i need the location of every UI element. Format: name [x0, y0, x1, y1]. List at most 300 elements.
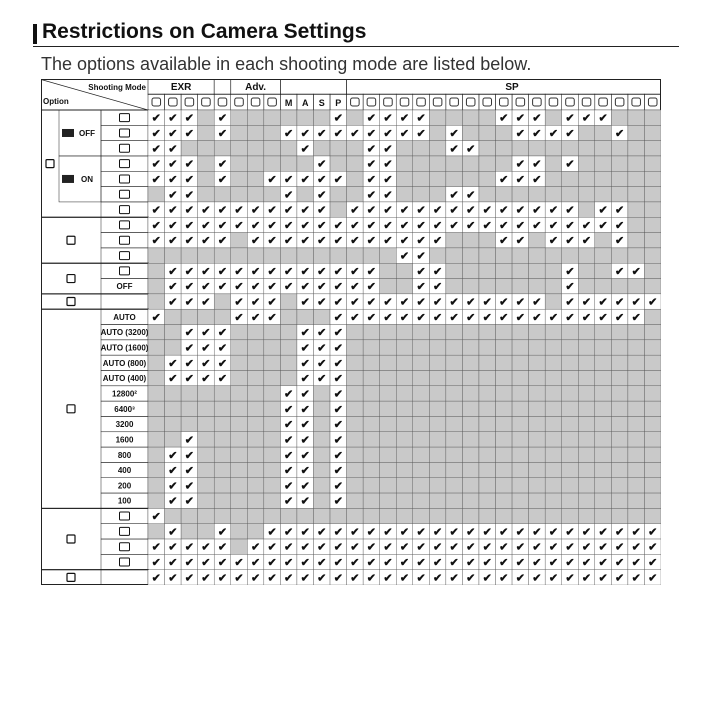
check-mark: ✔ — [499, 219, 509, 232]
table-cell — [214, 416, 231, 431]
check-mark: ✔ — [201, 557, 211, 570]
check-mark: ✔ — [366, 173, 377, 186]
check-mark: ✔ — [168, 357, 178, 370]
table-cell — [380, 325, 397, 340]
check-mark: ✔ — [366, 189, 377, 202]
table-cell — [363, 493, 380, 508]
table-cell — [396, 370, 413, 385]
check-mark: ✔ — [333, 296, 343, 309]
table-cell — [529, 493, 546, 508]
check-mark: ✔ — [168, 112, 178, 125]
table-cell — [644, 508, 661, 523]
check-mark: ✔ — [317, 189, 327, 202]
check-mark: ✔ — [151, 311, 161, 324]
check-mark: ✔ — [598, 311, 608, 324]
table-cell — [562, 478, 579, 493]
check-mark: ✔ — [399, 572, 410, 585]
table-cell — [148, 462, 165, 477]
table-cell — [396, 279, 413, 294]
table-cell — [628, 462, 645, 477]
table-cell — [562, 187, 579, 202]
table-cell — [297, 309, 314, 324]
table-cell — [347, 248, 364, 263]
check-mark: ✔ — [333, 449, 343, 462]
table-cell — [462, 416, 479, 431]
table-cell — [247, 478, 264, 493]
table-cell — [595, 432, 612, 447]
table-cell — [578, 386, 595, 401]
table-cell — [562, 370, 579, 385]
check-mark: ✔ — [234, 296, 244, 309]
table-cell — [396, 141, 413, 156]
table-cell — [562, 508, 579, 523]
check-mark: ✔ — [548, 127, 559, 140]
check-mark: ✔ — [300, 281, 310, 294]
table-cell — [644, 401, 661, 416]
check-mark: ✔ — [317, 327, 327, 340]
table-cell — [611, 386, 628, 401]
table-cell — [247, 447, 264, 462]
table-cell — [479, 462, 496, 477]
check-mark: ✔ — [217, 158, 228, 171]
check-mark: ✔ — [234, 204, 244, 217]
check-mark: ✔ — [284, 419, 294, 432]
check-mark: ✔ — [565, 112, 575, 125]
check-mark: ✔ — [317, 235, 327, 248]
table-cell — [529, 325, 546, 340]
check-mark: ✔ — [333, 342, 343, 355]
table-cell — [562, 401, 579, 416]
check-mark: ✔ — [532, 219, 542, 232]
table-cell — [628, 171, 645, 186]
table-cell — [496, 125, 513, 140]
table-cell — [165, 325, 182, 340]
table-cell — [429, 447, 446, 462]
check-mark: ✔ — [532, 173, 542, 186]
table-cell — [462, 340, 479, 355]
table-cell — [231, 493, 248, 508]
option-label: AUTO (800) — [102, 358, 147, 368]
table-cell — [595, 340, 612, 355]
check-mark: ✔ — [300, 449, 310, 462]
table-cell — [165, 401, 182, 416]
table-cell — [313, 493, 330, 508]
table-cell — [363, 370, 380, 385]
check-mark: ✔ — [581, 311, 592, 324]
check-mark: ✔ — [383, 296, 393, 309]
table-cell — [611, 279, 628, 294]
check-mark: ✔ — [184, 189, 194, 202]
check-mark: ✔ — [201, 342, 211, 355]
table-cell — [446, 325, 463, 340]
table-cell — [347, 355, 364, 370]
check-mark: ✔ — [217, 219, 228, 232]
check-mark: ✔ — [416, 112, 426, 125]
table-cell — [148, 524, 165, 539]
check-mark: ✔ — [168, 572, 178, 585]
table-cell — [165, 309, 182, 324]
check-mark: ✔ — [449, 541, 459, 554]
table-cell — [231, 141, 248, 156]
check-mark: ✔ — [300, 434, 310, 447]
table-cell — [231, 478, 248, 493]
table-cell — [628, 370, 645, 385]
check-mark: ✔ — [499, 311, 509, 324]
table-cell — [313, 248, 330, 263]
table-cell — [529, 263, 546, 278]
table-cell — [429, 156, 446, 171]
table-cell — [562, 462, 579, 477]
title-marker — [33, 24, 37, 44]
table-cell — [529, 401, 546, 416]
table-cell — [198, 125, 215, 140]
table-cell — [380, 355, 397, 370]
check-mark: ✔ — [449, 526, 459, 539]
table-cell — [611, 187, 628, 202]
check-mark: ✔ — [366, 219, 377, 232]
table-cell — [446, 248, 463, 263]
mode-column-label: P — [335, 98, 342, 108]
check-mark: ✔ — [515, 557, 525, 570]
check-mark: ✔ — [482, 557, 492, 570]
table-cell — [562, 432, 579, 447]
table-cell — [181, 386, 198, 401]
table-cell — [595, 447, 612, 462]
table-cell — [413, 462, 430, 477]
check-mark: ✔ — [615, 557, 625, 570]
table-cell — [231, 401, 248, 416]
table-cell — [479, 263, 496, 278]
check-mark: ✔ — [399, 204, 410, 217]
check-mark: ✔ — [350, 281, 360, 294]
check-mark: ✔ — [333, 541, 343, 554]
table-cell — [347, 325, 364, 340]
table-cell — [264, 386, 281, 401]
table-cell — [446, 508, 463, 523]
table-cell — [446, 462, 463, 477]
check-mark: ✔ — [300, 342, 310, 355]
table-cell — [313, 447, 330, 462]
check-mark: ✔ — [201, 219, 211, 232]
option-label: 1600 — [115, 435, 134, 445]
table-cell — [479, 493, 496, 508]
table-cell — [512, 340, 529, 355]
option-label: AUTO (400) — [102, 374, 147, 384]
check-mark: ✔ — [267, 541, 277, 554]
check-mark: ✔ — [416, 572, 426, 585]
check-mark: ✔ — [416, 235, 426, 248]
table-cell — [529, 370, 546, 385]
table-cell — [297, 156, 314, 171]
table-cell — [247, 171, 264, 186]
check-mark: ✔ — [432, 572, 443, 585]
table-cell — [380, 508, 397, 523]
check-mark: ✔ — [168, 189, 178, 202]
check-mark: ✔ — [250, 572, 261, 585]
table-cell — [198, 110, 215, 125]
table-cell — [231, 171, 248, 186]
check-mark: ✔ — [499, 235, 509, 248]
check-mark: ✔ — [184, 572, 194, 585]
table-cell — [380, 370, 397, 385]
table-cell — [198, 508, 215, 523]
check-mark: ✔ — [581, 235, 592, 248]
check-mark: ✔ — [250, 219, 261, 232]
table-cell — [198, 524, 215, 539]
check-mark: ✔ — [482, 311, 492, 324]
table-cell — [545, 432, 562, 447]
check-mark: ✔ — [416, 265, 426, 278]
table-cell — [479, 156, 496, 171]
check-mark: ✔ — [565, 219, 575, 232]
check-mark: ✔ — [515, 127, 525, 140]
table-cell — [529, 279, 546, 294]
check-mark: ✔ — [565, 311, 575, 324]
check-mark: ✔ — [449, 143, 459, 156]
check-mark: ✔ — [267, 311, 277, 324]
table-cell — [330, 187, 347, 202]
table-cell — [413, 156, 430, 171]
check-mark: ✔ — [366, 235, 377, 248]
table-cell — [313, 508, 330, 523]
check-mark: ✔ — [366, 112, 377, 125]
check-mark: ✔ — [416, 296, 426, 309]
check-mark: ✔ — [300, 373, 310, 386]
check-mark: ✔ — [548, 557, 559, 570]
check-mark: ✔ — [284, 434, 294, 447]
check-mark: ✔ — [300, 495, 310, 508]
check-mark: ✔ — [168, 173, 178, 186]
table-cell — [264, 325, 281, 340]
check-mark: ✔ — [217, 173, 228, 186]
table-cell — [347, 401, 364, 416]
table-cell — [413, 171, 430, 186]
check-mark: ✔ — [366, 296, 377, 309]
check-mark: ✔ — [565, 204, 575, 217]
check-mark: ✔ — [515, 541, 525, 554]
subgroup-label: ON — [81, 174, 93, 184]
table-cell — [396, 386, 413, 401]
check-mark: ✔ — [333, 465, 343, 478]
check-mark: ✔ — [631, 311, 641, 324]
table-cell — [578, 156, 595, 171]
check-mark: ✔ — [399, 127, 410, 140]
table-cell — [231, 447, 248, 462]
table-cell — [214, 309, 231, 324]
table-cell — [512, 493, 529, 508]
check-mark: ✔ — [168, 557, 178, 570]
mode-column-label: A — [301, 98, 309, 108]
table-cell — [214, 508, 231, 523]
option-label: AUTO (3200) — [100, 328, 149, 338]
check-mark: ✔ — [168, 465, 178, 478]
check-mark: ✔ — [333, 572, 343, 585]
check-mark: ✔ — [366, 281, 377, 294]
table-cell — [280, 325, 297, 340]
table-cell — [148, 370, 165, 385]
table-cell — [479, 141, 496, 156]
check-mark: ✔ — [532, 158, 542, 171]
check-mark: ✔ — [466, 296, 476, 309]
table-cell — [231, 125, 248, 140]
table-cell — [297, 187, 314, 202]
check-mark: ✔ — [300, 388, 310, 401]
check-mark: ✔ — [267, 265, 277, 278]
check-mark: ✔ — [201, 373, 211, 386]
table-cell — [347, 141, 364, 156]
check-mark: ✔ — [333, 480, 343, 493]
check-mark: ✔ — [399, 219, 410, 232]
table-cell — [247, 401, 264, 416]
check-mark: ✔ — [250, 265, 261, 278]
table-cell — [264, 187, 281, 202]
check-mark: ✔ — [201, 541, 211, 554]
check-mark: ✔ — [284, 235, 294, 248]
table-cell — [247, 325, 264, 340]
check-mark: ✔ — [565, 526, 575, 539]
check-mark: ✔ — [499, 557, 509, 570]
table-cell — [429, 386, 446, 401]
table-cell — [264, 447, 281, 462]
check-mark: ✔ — [416, 204, 426, 217]
table-cell — [512, 508, 529, 523]
table-cell — [198, 171, 215, 186]
table-cell — [413, 141, 430, 156]
table-cell — [446, 233, 463, 248]
table-cell — [512, 478, 529, 493]
check-mark: ✔ — [383, 143, 393, 156]
table-cell — [529, 141, 546, 156]
table-cell — [529, 508, 546, 523]
table-cell — [264, 355, 281, 370]
table-cell — [644, 125, 661, 140]
check-mark: ✔ — [151, 557, 161, 570]
check-mark: ✔ — [317, 541, 327, 554]
table-cell — [562, 171, 579, 186]
table-cell — [462, 110, 479, 125]
table-cell — [280, 309, 297, 324]
table-cell — [628, 202, 645, 217]
check-mark: ✔ — [482, 219, 492, 232]
check-mark: ✔ — [300, 327, 310, 340]
check-mark: ✔ — [217, 204, 228, 217]
check-mark: ✔ — [333, 281, 343, 294]
table-cell — [214, 401, 231, 416]
check-mark: ✔ — [366, 311, 377, 324]
check-mark: ✔ — [350, 127, 360, 140]
check-mark: ✔ — [168, 541, 178, 554]
table-cell — [496, 355, 513, 370]
page-subtitle: The options available in each shooting mode are listed below. — [41, 54, 532, 74]
table-cell — [595, 263, 612, 278]
check-mark: ✔ — [184, 173, 194, 186]
check-mark: ✔ — [184, 357, 194, 370]
table-cell — [363, 355, 380, 370]
check-mark: ✔ — [631, 541, 641, 554]
table-cell — [529, 187, 546, 202]
subgroup-label: OFF — [79, 128, 95, 138]
table-cell — [429, 478, 446, 493]
check-mark: ✔ — [615, 204, 625, 217]
check-mark: ✔ — [383, 572, 393, 585]
check-mark: ✔ — [284, 388, 294, 401]
table-cell — [562, 447, 579, 462]
table-cell — [628, 217, 645, 232]
check-mark: ✔ — [548, 311, 559, 324]
table-cell — [247, 432, 264, 447]
table-cell — [479, 110, 496, 125]
table-cell — [330, 248, 347, 263]
table-cell — [446, 401, 463, 416]
check-mark: ✔ — [631, 296, 641, 309]
check-mark: ✔ — [333, 235, 343, 248]
table-cell — [413, 187, 430, 202]
check-mark: ✔ — [466, 572, 476, 585]
check-mark: ✔ — [399, 557, 410, 570]
check-mark: ✔ — [366, 541, 377, 554]
check-mark: ✔ — [515, 158, 525, 171]
option-label: 400 — [117, 466, 132, 476]
check-mark: ✔ — [317, 281, 327, 294]
table-cell — [413, 325, 430, 340]
table-cell — [363, 248, 380, 263]
table-cell — [595, 156, 612, 171]
table-cell — [595, 125, 612, 140]
table-cell — [496, 248, 513, 263]
check-mark: ✔ — [383, 235, 393, 248]
table-cell — [644, 340, 661, 355]
table-cell — [512, 401, 529, 416]
table-cell — [231, 156, 248, 171]
table-cell — [396, 493, 413, 508]
table-cell — [479, 325, 496, 340]
check-mark: ✔ — [350, 541, 360, 554]
check-mark: ✔ — [565, 541, 575, 554]
table-cell — [231, 233, 248, 248]
table-cell — [628, 401, 645, 416]
mode-group-label: EXR — [170, 82, 192, 93]
check-mark: ✔ — [184, 495, 194, 508]
check-mark: ✔ — [615, 265, 625, 278]
check-mark: ✔ — [416, 281, 426, 294]
check-mark: ✔ — [250, 281, 261, 294]
table-cell — [264, 141, 281, 156]
check-mark: ✔ — [449, 296, 459, 309]
check-mark: ✔ — [482, 526, 492, 539]
table-cell — [231, 462, 248, 477]
check-mark: ✔ — [399, 311, 410, 324]
table-cell — [148, 386, 165, 401]
table-cell — [413, 370, 430, 385]
table-cell — [429, 340, 446, 355]
check-mark: ✔ — [168, 480, 178, 493]
option-label: AUTO — [113, 312, 136, 322]
check-mark: ✔ — [399, 296, 410, 309]
table-cell — [297, 110, 314, 125]
table-cell — [611, 141, 628, 156]
table-cell — [214, 386, 231, 401]
check-mark: ✔ — [317, 219, 327, 232]
check-mark: ✔ — [234, 219, 244, 232]
check-mark: ✔ — [201, 235, 211, 248]
table-cell — [313, 386, 330, 401]
table-cell — [429, 370, 446, 385]
table-cell — [347, 478, 364, 493]
table-cell — [611, 493, 628, 508]
check-mark: ✔ — [449, 219, 459, 232]
check-mark: ✔ — [565, 557, 575, 570]
check-mark: ✔ — [267, 235, 277, 248]
